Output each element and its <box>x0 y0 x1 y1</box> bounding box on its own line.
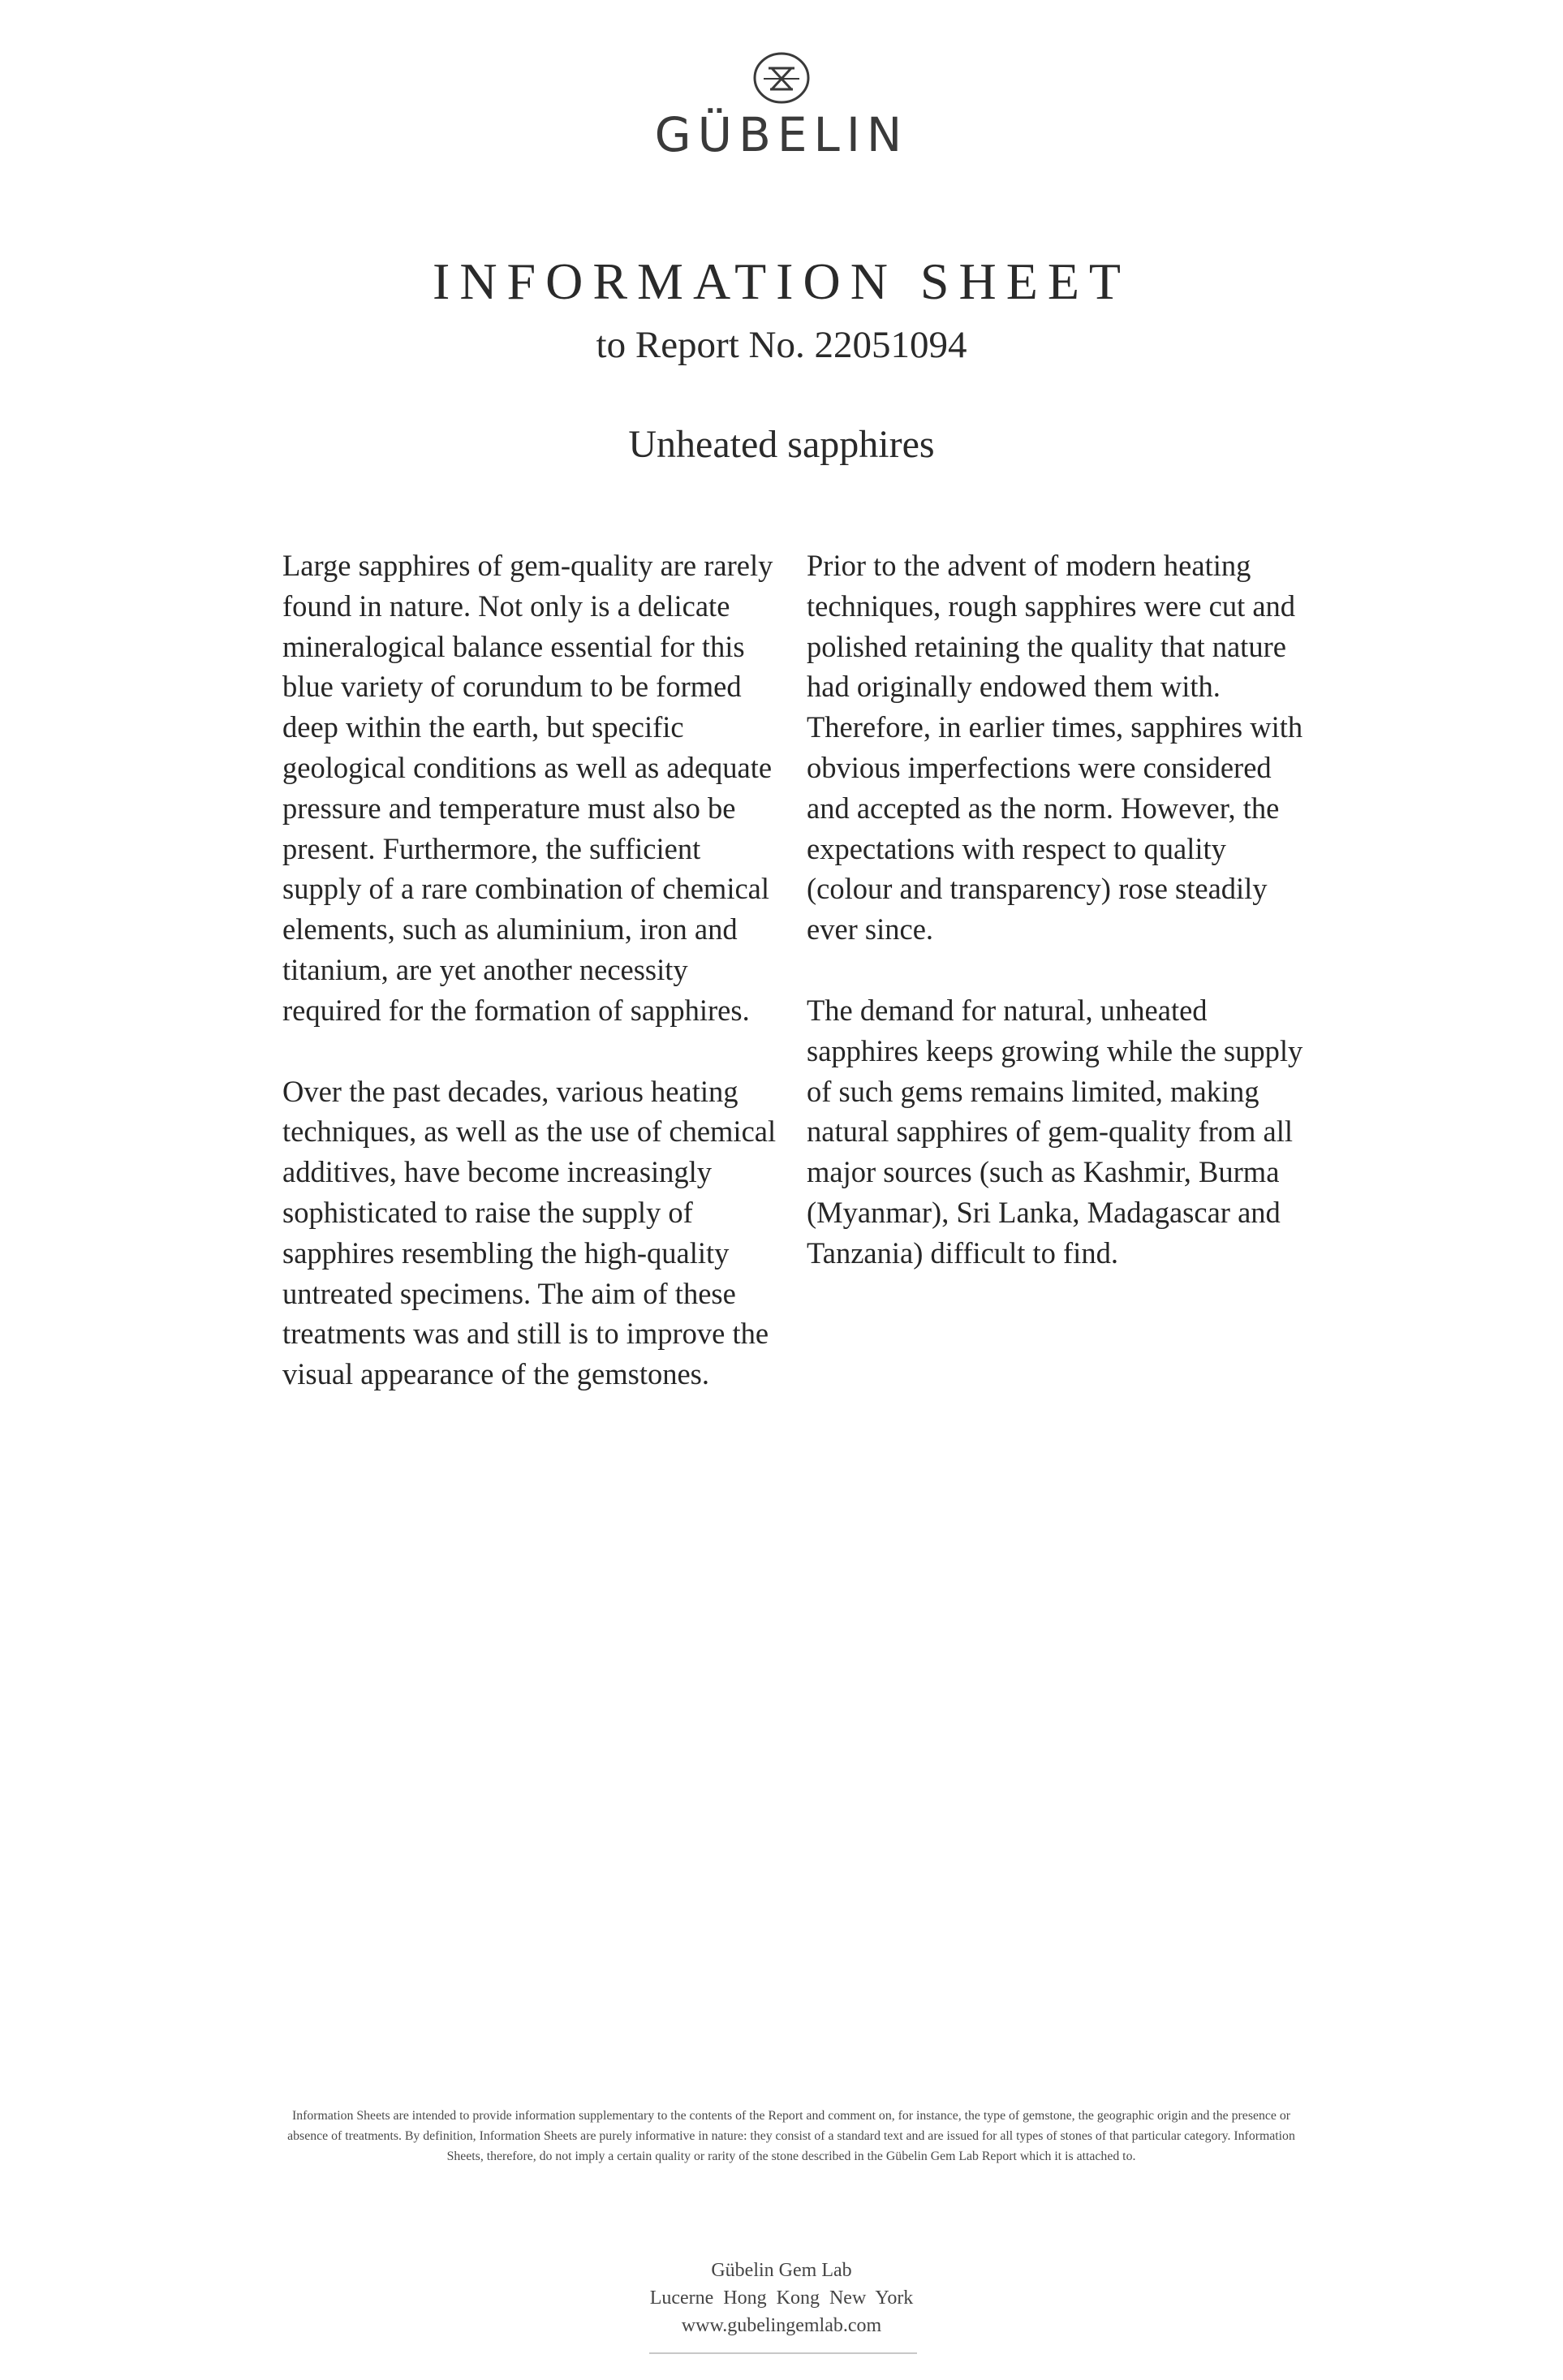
footer-company: Gübelin Gem Lab <box>711 2260 852 2281</box>
paragraph: Over the past decades, various heating techniques, as well as the use of chemical additives, have become increasingly sophisticated to raise the supply of sapphires resembling the high-quality untreated specimens. The aim of these treatments was and still is to improve the visual appearance of the gemstones. <box>282 1074 777 1391</box>
left-column <box>282 545 779 1435</box>
right-column <box>807 545 1303 1314</box>
paragraph: The demand for natural, unheated sapphires keeps growing while the supply of such gems remains limited, making natural sapphires of gem-quality from all major sources (such as Kashmir, Burma (Myanmar), Sri Lanka, Madagascar and Tanzania) difficult to find. <box>807 993 1303 1270</box>
footer-website: www.gubelingemlab.com <box>681 2315 882 2336</box>
footer-divider <box>649 2352 917 2354</box>
paragraph: Prior to the advent of modern heating techniques, rough sapphires were cut and polished retaining the quality that nature had originally endowed them with. Therefore, in earlier times, sapphires with obvious imperfections were considered and accepted as the norm. However, the expectations with respect to quality (colour and transparency) rose steadily ever since. <box>807 549 1303 946</box>
paragraph: Large sapphires of gem-quality are rarely found in nature. Not only is a delicate mineralogical balance essential for this blue variety of corundum to be formed deep within the earth, but specific geological conditions as well as adequate pressure and temperature must also be present. Furthermore, the sufficient supply of a rare combination of chemical elements, such as aluminium, iron and titanium, are yet another necessity required for the formation of sapphires. <box>282 549 773 1027</box>
document-subject: Unheated sapphires <box>628 423 935 466</box>
footer-cities: Lucerne Hong Kong New York <box>649 2287 914 2309</box>
document-title: INFORMATION SHEET <box>433 252 1130 310</box>
gubelin-crest-icon <box>752 49 811 107</box>
disclaimer-text: Information Sheets are intended to provide information supplementary to the contents of the Report and comment on, for instance, the type of gemstone, the geographic origin and the presence or absence of treatments. By definition, Information Sheets are purely informative in nature: they consist of a standard text and are issued for all types of stones of that particular category. Information Sheets, therefore, do not imply a certain quality or rarity of the stone described in the Gübelin Gem Lab Report which it is attached to. <box>287 2109 1295 2163</box>
report-number: to Report No. 22051094 <box>596 324 967 366</box>
brand-wordmark: GÜBELIN <box>654 107 909 162</box>
